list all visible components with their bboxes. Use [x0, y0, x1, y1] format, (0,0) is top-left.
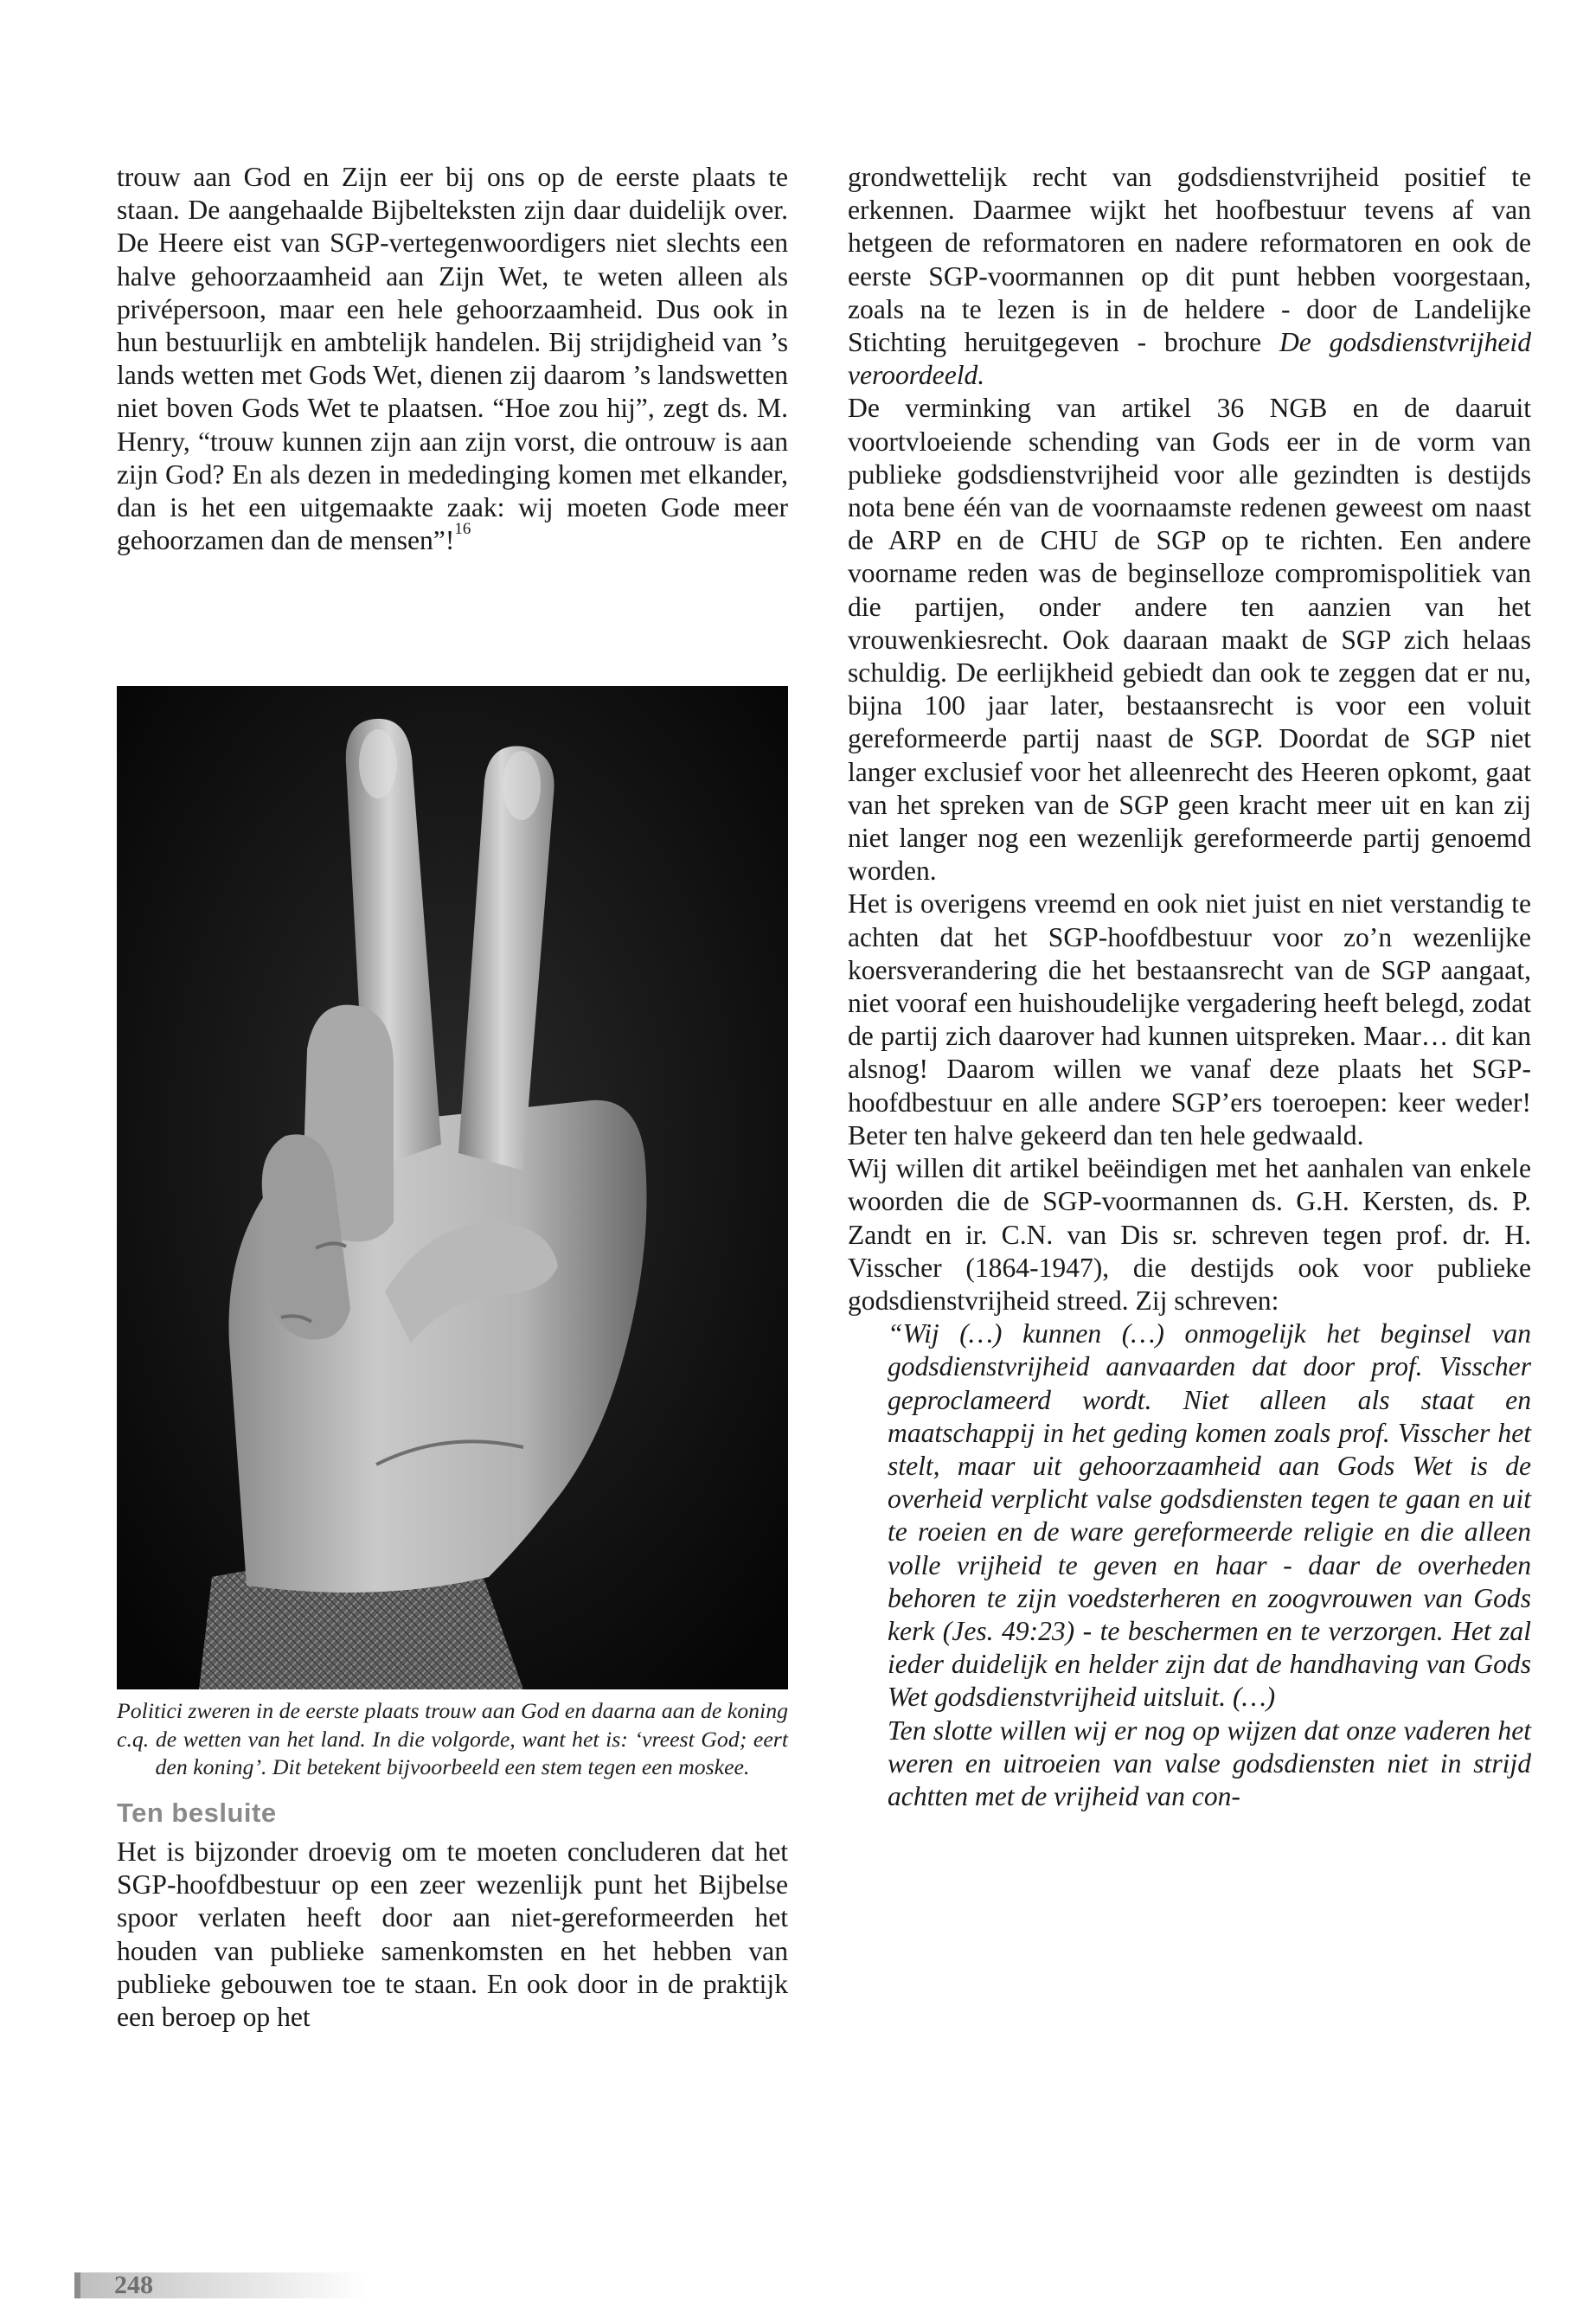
- body-paragraph: Het is overigens vreemd en ook niet juist en niet verstandig te achten dat het SGP-hoofdbestuur voor zo’n wezenlijke koersverandering die het bestaansrecht van de SGP aangaat, niet vooraf een huishoudelijke vergadering heeft belegd, zodat de partij zich daarover had kunnen uitspreken. Maar… dit kan alsnog! Daarom willen we vanaf deze plaats het SGP-hoofdbestuur en alle andere SGP’ers toeroepen: keer weder! Beter ten halve gekeerd dan ten hele gedwaald.: [848, 888, 1531, 1150]
- right-column: [848, 161, 1531, 1813]
- body-paragraph: [848, 161, 1531, 392]
- left-column-top: [117, 161, 788, 557]
- body-paragraph: De verminking van artikel 36 NGB en de daaruit voortvloeiende schending van Gods eer in de vorm van publieke godsdienstvrijheid voor alle gezindten is destijds nota bene één van de voornaamste redenen geweest om naast de ARP en de CHU de SGP op te richten. Een andere voorname reden was de beginselloze compromispolitiek van die partijen, onder andere ten aanzien van het vrouwenkiesrecht. Ook daaraan maakt de SGP zich helaas schuldig. De eerlijkheid gebiedt dan ook te zeggen dat er nu, bijna 100 jaar later, bestaansrecht is voor een voluit gereformeerde partij naast de SGP. Doordat de SGP niet langer exclusief voor het alleenrecht des Heeren opkomt, gaat van het spreken van de SGP geen kracht meer uit en kan zij niet langer nog een wezenlijk gereformeerde partij genoemd worden.: [848, 393, 1531, 887]
- page-number-stripe: [74, 2272, 80, 2298]
- brochure-title: De godsdienstvrijheid veroordeeld.: [848, 327, 1531, 391]
- block-quote: Ten slotte willen wij er nog op wijzen dat onze vaderen het weren en uitroeien van valse godsdiensten niet in strijd achtten met de vrijheid van con-: [888, 1715, 1531, 1811]
- hand-illustration: [117, 686, 788, 1689]
- photo-caption: Politici zweren in de eerste plaats trouw aan God en daarna aan de koning c.q. de wetten van het land. In die volgorde, want het is: ‘vreest God; eert den koning’. Dit betekent bijvoorbeeld een stem tegen een moskee.: [117, 1698, 788, 1779]
- body-paragraph: [117, 161, 788, 557]
- footnote-reference[interactable]: 16: [454, 520, 471, 539]
- body-text: trouw aan God en Zijn eer bij ons op de eerste plaats te staan. De aangehaalde Bijbelteksten zijn daar duidelijk over. De Heere eist van SGP-vertegenwoordigers niet slechts een halve gehoorzaamheid aan Zijn Wet, te weten alleen als privépersoon, maar een hele gehoorzaamheid. Dus ook in hun bestuurlijk en ambtelijk handelen. Bij strijdigheid van ’s lands wetten met Gods Wet, dienen zij daarom ’s landswetten niet boven Gods Wet te plaatsen. “Hoe zou hij”, zegt ds. M. Henry, “trouw kunnen zijn aan zijn vorst, die ontrouw is aan zijn God? En als dezen in mededinging komen met elkander, dan is het een uitgemaakte zaak: wij moeten Gode meer gehoorzamen dan de mensen”!: [117, 162, 788, 556]
- block-quote: “Wij (…) kunnen (…) onmogelijk het beginsel van godsdienstvrijheid aanvaarden dat door prof. Visscher geproclameerd wordt. Niet alleen als staat en maatschappij in het geding komen zoals prof. Visscher het stelt, maar uit gehoorzaamheid aan Gods Wet is de overheid verplicht valse godsdiensten tegen te gaan en uit te roeien en de ware gereformeerde religie en die alleen volle vrijheid te geven en haar - daar de overheden behoren te zijn voedsterheren en zoogvrouwen van Gods kerk (Jes. 49:23) - te beschermen en te verzorgen. Het zal ieder duidelijk en helder zijn dat de handhaving van Gods Wet godsdienstvrijheid uitsluit. (…): [888, 1318, 1531, 1713]
- page-number: 248: [114, 2271, 153, 2299]
- body-paragraph: Wij willen dit artikel beëindigen met het aanhalen van enkele woorden die de SGP-voormannen ds. G.H. Kersten, ds. P. Zandt en ir. C.N. van Dis sr. schreven tegen prof. dr. H. Visscher (1864-1947), die destijds ook voor publieke godsdienstvrijheid streed. Zij schreven:: [848, 1153, 1531, 1316]
- section-heading: Ten besluite: [117, 1798, 277, 1828]
- fingernail-index: [359, 729, 397, 798]
- body-paragraph: Het is bijzonder droevig om te moeten concluderen dat het SGP-hoofdbestuur op een zeer wezenlijk punt het Bijbelse spoor verlaten heeft door aan niet-gereformeerden het houden van publieke samenkomsten en het hebben van publieke gebouwen toe te staan. En ook door in de praktijk een beroep op het: [117, 1836, 788, 2033]
- left-column-bottom: [117, 1836, 788, 2034]
- body-text: grondwettelijk recht van godsdienstvrijheid positief te erkennen. Daarmee wijkt het hoofbestuur tevens af van hetgeen de reformatoren en nadere reformatoren en ook de eerste SGP-voormannen op dit punt hebben voorgestaan, zoals na te lezen is in de heldere - door de Landelijke Stichting heruitgegeven - brochure: [848, 162, 1531, 358]
- fingernail-middle: [503, 751, 541, 820]
- hand-photo: [117, 686, 788, 1689]
